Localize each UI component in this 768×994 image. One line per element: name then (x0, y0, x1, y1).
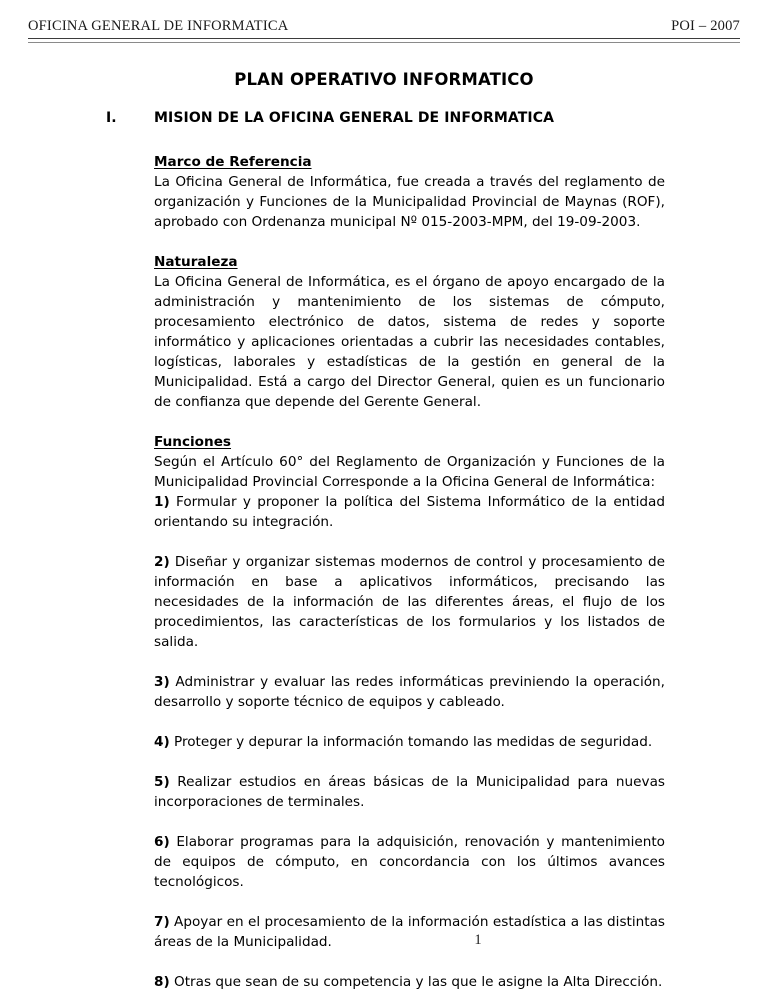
funcion-item-number: 7) (154, 914, 170, 930)
funcion-item-text: Otras que sean de su competencia y las que le asigne la Alta Dirección. (169, 974, 663, 990)
subsection-intro-funciones: Según el Artículo 60° del Reglamento de Organización y Funciones de la Municipalidad Provincial Corresponde a la Oficina General de Informática: (154, 454, 665, 490)
subsection-funciones (154, 432, 665, 992)
subsection-heading-naturaleza: Naturaleza (154, 254, 238, 270)
funcion-item (154, 832, 665, 892)
funcion-item-text: Elaborar programas para la adquisición, renovación y mantenimiento de equipos de cómputo, en concordancia con los últimos avances tecnológicos. (154, 834, 665, 890)
running-header (28, 18, 740, 35)
funcion-item-text: Administrar y evaluar las redes informáticas previniendo la operación, desarrollo y soporte técnico de equipos y cableado. (154, 674, 665, 710)
paragraph-spacer (154, 952, 665, 972)
paragraph-spacer (154, 712, 665, 732)
funcion-item-text: Proteger y depurar la información tomando las medidas de seguridad. (169, 734, 653, 750)
funcion-item-text: Diseñar y organizar sistemas modernos de control y procesamiento de información en base a aplicativos informáticos, precisando las necesidades de la información de las diferentes áreas, el flujo de los procedimientos, las características de los formularios y los listados de salida. (154, 554, 665, 650)
paragraph-spacer (154, 532, 665, 552)
funcion-item (154, 772, 665, 812)
paragraph-spacer (154, 812, 665, 832)
funcion-item (154, 552, 665, 652)
funcion-item-text: Realizar estudios en áreas básicas de la Municipalidad para nuevas incorporaciones de terminales. (154, 774, 665, 810)
subsection-heading-funciones: Funciones (154, 434, 232, 450)
subsection-body-naturaleza: La Oficina General de Informática, es el órgano de apoyo encargado de la administración y mantenimiento de los sistemas de cómputo, procesamiento electrónico de datos, sistema de redes y soporte informático y aplicaciones orientadas a cubrir las necesidades contables, logísticas, laborales y estadísticas de la gestión en general de la Municipalidad. Está a cargo del Director General, quien es un funcionario de confianza que depende del Gerente General. (154, 274, 665, 410)
funcion-item-number: 1) (154, 494, 170, 510)
funcion-item (154, 672, 665, 712)
funcion-item-number: 8) (154, 974, 170, 990)
document-body (0, 110, 768, 992)
paragraph-spacer (154, 752, 665, 772)
funcion-item (154, 972, 665, 992)
subsection-naturaleza (154, 252, 665, 412)
paragraph-spacer (154, 652, 665, 672)
funcion-item-text: Apoyar en el procesamiento de la información estadística a las distintas áreas de la Municipalidad. (154, 914, 665, 950)
header-divider-rule (28, 38, 740, 43)
paragraph-spacer (154, 892, 665, 912)
header-office-name: OFICINA GENERAL DE INFORMATICA (28, 18, 289, 34)
paragraph-spacer (0, 232, 768, 252)
paragraph-spacer (0, 412, 768, 432)
footer-page-number: 1 (474, 932, 482, 948)
funcion-item-number: 6) (154, 834, 170, 850)
funcion-item-number: 3) (154, 674, 170, 690)
funcion-item-number: 2) (154, 554, 170, 570)
funcion-item-number: 5) (154, 774, 170, 790)
section-number: I. (106, 110, 117, 126)
subsection-body-marco: La Oficina General de Informática, fue creada a través del reglamento de organización y Funciones de la Municipalidad Provincial de Maynas (ROF), aprobado con Ordenanza municipal Nº 015-2003-MPM, del 19-09-2003. (154, 174, 665, 230)
funcion-item-number: 4) (154, 734, 170, 750)
section-title: MISION DE LA OFICINA GENERAL DE INFORMATICA (154, 110, 555, 126)
funcion-item-text: Formular y proponer la política del Sistema Informático de la entidad orientando su integración. (154, 494, 665, 530)
funcion-item (154, 732, 665, 752)
section-heading-mision (0, 110, 768, 132)
page-title: PLAN OPERATIVO INFORMATICO (234, 70, 534, 89)
header-document-code: POI – 2007 (671, 18, 740, 34)
subsection-marco-de-referencia (154, 152, 665, 232)
funcion-item (154, 492, 665, 532)
subsection-heading-marco: Marco de Referencia (154, 154, 312, 170)
